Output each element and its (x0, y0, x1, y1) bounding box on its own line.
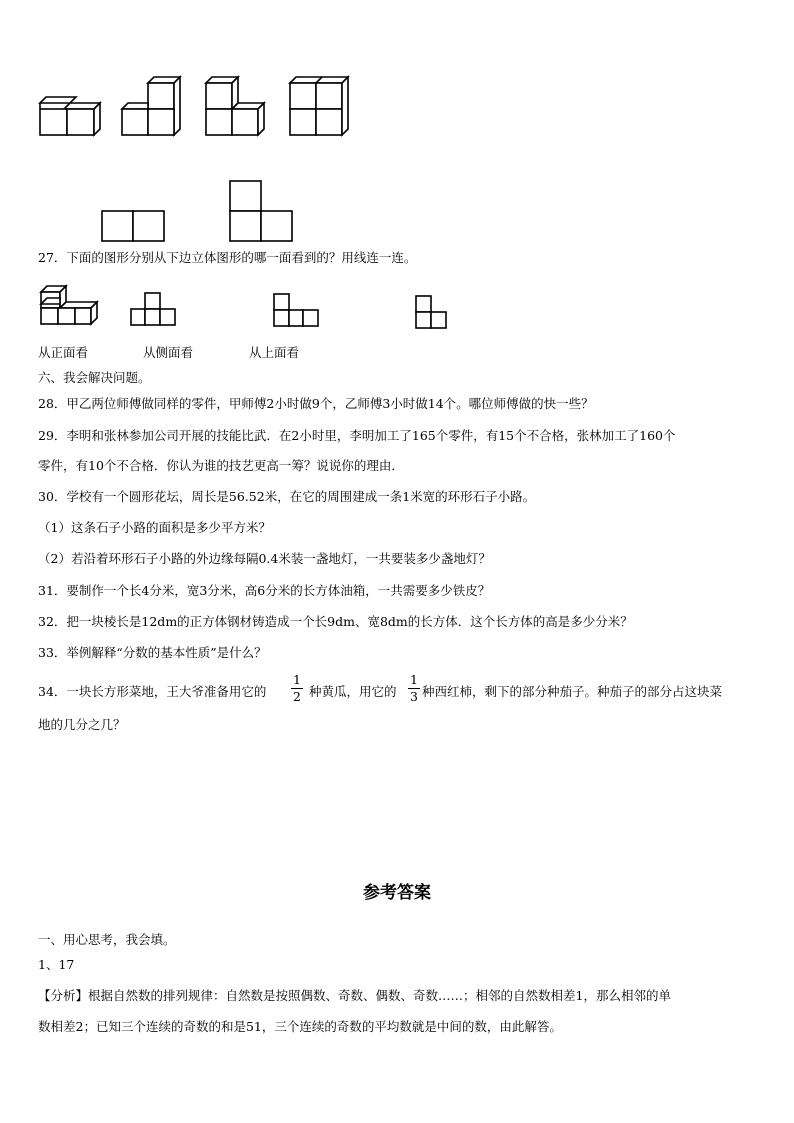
q27-view-side (414, 294, 448, 330)
question-33: 33．举例解释“分数的基本性质”是什么？ (38, 645, 267, 660)
fraction-numerator: 1 (293, 672, 301, 687)
analysis-line-2: 数相差2；已知三个连续的奇数的和是51，三个连续的奇数的平均数就是中间的数，由此解答。 (38, 1019, 562, 1034)
question-27: 27．下面的图形分别从下边立体图形的哪一面看到的？用线连一连。 (38, 250, 417, 265)
question-34-part-1: 34．一块长方形菜地，王大爷准备用它的 (38, 684, 267, 699)
question-32: 32．把一块棱长是12dm的正方体钢材铸造成一个长9dm、宽8dm的长方体．这个长方体的高是多少分米？ (38, 614, 633, 629)
fraction-denominator: 2 (293, 689, 301, 704)
question-28: 28．甲乙两位师傅做同样的零件，甲师傅2小时做9个，乙师傅3小时做14个。哪位师傅做的快一些？ (38, 396, 594, 411)
question-31: 31．要制作一个长4分米，宽3分米，高6分米的长方体油箱，一共需要多少铁皮？ (38, 583, 491, 598)
answers-title: 参考答案 (363, 883, 431, 903)
plane-view-two-squares (100, 209, 166, 243)
q27-view-l (272, 292, 320, 328)
question-34-line-2: 地的几分之几？ (38, 717, 126, 732)
solid-figure-1 (36, 92, 102, 138)
question-29-line-2: 零件，有10个不合格．你认为谁的技艺更高一筹？说说你的理由． (38, 458, 404, 473)
question-30-sub-2: （2）若沿着环形石子小路的外边缘每隔0.4米装一盏地灯，一共要装多少盏地灯？ (38, 551, 491, 566)
q27-view-front (129, 291, 177, 327)
analysis-line-1: 【分析】根据自然数的排列规律：自然数是按照偶数、奇数、偶数、奇数……；相邻的自然数相差1，那么相邻的单 (38, 988, 671, 1003)
fraction-one-third (408, 673, 420, 704)
question-29-line-1: 29．李明和张林参加公司开展的技能比武．在2小时里，李明加工了165个零件，有15个不合格，张林加工了160个 (38, 428, 676, 443)
solid-figure-4 (288, 74, 352, 138)
answers-section-1: 一、用心思考，我会填。 (38, 932, 176, 947)
question-30-sub-1: （1）这条石子小路的面积是多少平方米？ (38, 520, 271, 535)
section-6-heading: 六、我会解决问题。 (38, 370, 151, 385)
answer-1: 1、17 (38, 957, 75, 972)
question-30: 30．学校有一个圆形花坛，周长是56.52米，在它的周围建成一条1米宽的环形石子小路。 (38, 489, 536, 504)
label-front-view: 从正面看 (38, 345, 89, 360)
solid-figure-3 (204, 74, 268, 138)
fraction-denominator: 3 (410, 689, 418, 704)
label-top-view: 从上面看 (249, 345, 300, 360)
solid-figure-2 (120, 74, 184, 138)
question-34-part-2: 种黄瓜，用它的 (309, 684, 397, 699)
question-34-part-3: 种西红柿，剩下的部分种茄子。种茄子的部分占这块菜 (422, 684, 723, 699)
fraction-numerator: 1 (410, 672, 418, 687)
plane-view-l-shape (228, 179, 294, 243)
q27-solid-figure (38, 284, 100, 328)
fraction-one-half (291, 673, 303, 704)
label-side-view: 从侧面看 (143, 345, 194, 360)
